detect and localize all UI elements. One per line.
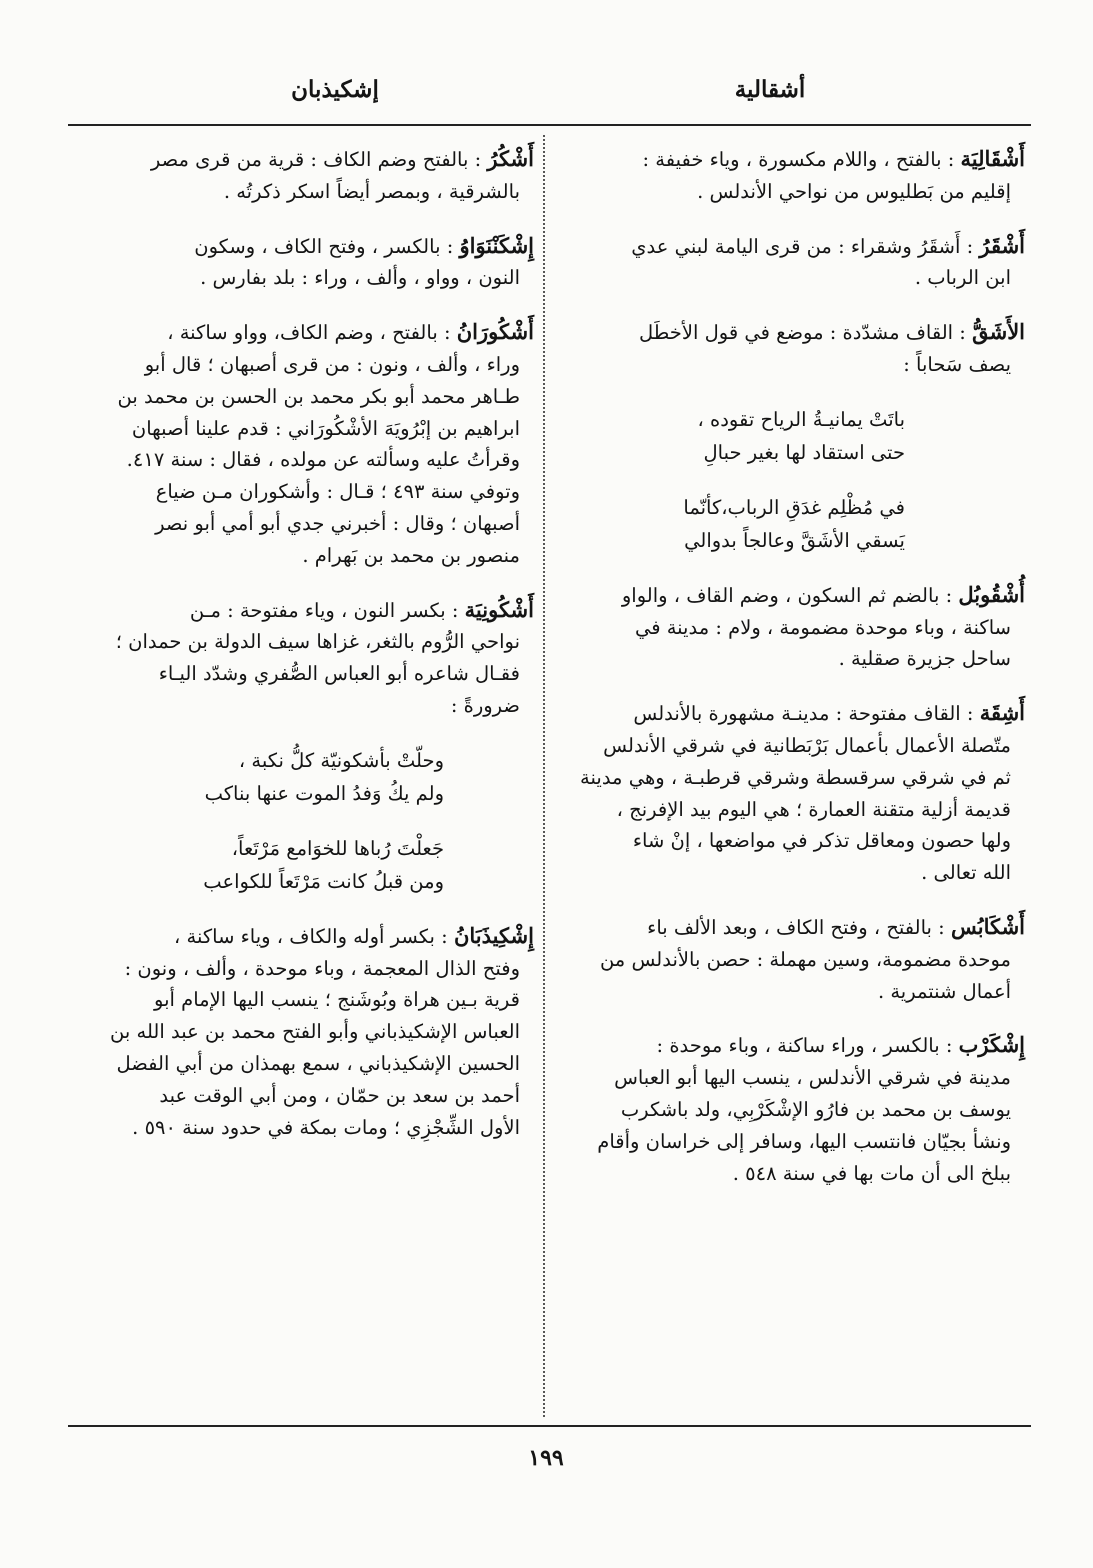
entry-text: ساحل جزيرة صقلية . (838, 647, 1011, 671)
entry-line (565, 730, 1025, 762)
entry-line (72, 690, 534, 722)
entry-text: الحسين الإشكيذباني ، سمع بهمذان من أبي الفضل (116, 1051, 520, 1075)
entry-line (565, 612, 1025, 644)
entry-line (72, 413, 534, 445)
entry-headword: الأَشَقُّ (972, 319, 1025, 345)
entry-text: ابراهيم بن إبْرُويَهَ الأشْكُورَاني : قدم علينا أصبهان (131, 416, 520, 440)
entry-line (565, 1094, 1025, 1126)
entry-first-line (565, 1029, 1025, 1062)
entry-line (565, 1126, 1025, 1158)
entry-headword: أَشْكُونِيَة (464, 596, 534, 622)
entry-text: وراء ، وألف ، ونون : من قرى أصبهان ؛ قال أبو (144, 352, 520, 376)
entry-line (565, 1062, 1025, 1094)
entry-text: متّصلة الأعمال بأعمال بَرْبَطانية في شرقي الأندلس (603, 733, 1011, 757)
entry-text: العباس الإشكيذباني وأبو الفتح محمد بن عبد الله بن (110, 1020, 520, 1044)
dictionary-entry (72, 230, 534, 295)
entry-text: قرية بـين هراة وبُوشَنج ؛ ينسب اليها الإمام أبو (154, 988, 520, 1012)
entry-text: : بالفتح وضم الكاف : قرية من قرى مصر (150, 148, 482, 171)
entry-text: الله تعالى . (921, 861, 1011, 885)
entry-line (72, 381, 534, 413)
entry-first-line (565, 143, 1025, 176)
entry-first-line (565, 316, 1025, 349)
entry-text: ونشأ بجيّان فانتسب اليها، وسافر إلى خراسان وأقام (597, 1129, 1011, 1153)
entry-first-line (565, 697, 1025, 730)
entry-text: الأول الشِّجْزِي ؛ ومات بمكة في حدود سنة ٥٩٠ . (132, 1115, 520, 1139)
verse-hemistich: ومن قبلُ كانت مَرْتَعاً للكواعب (203, 869, 444, 893)
entry-text: وقرأتُ عليه وسألته عن مولده ، فقال : سنة ٤١٧. (126, 448, 520, 472)
dictionary-entry (72, 143, 534, 208)
entry-first-line (72, 920, 534, 953)
right-column (565, 143, 1025, 1211)
top-rule (68, 124, 1031, 126)
dictionary-entry (72, 316, 534, 571)
entry-text: : بكسر النون ، وياء مفتوحة : مـن (189, 598, 459, 622)
entry-text: قديمة أزلية متقنة العمارة ؛ هي اليوم بيد الإفرنج ، (616, 797, 1011, 821)
verse-stanza (72, 744, 444, 810)
entry-headword: أَشْقَالِيَة (960, 146, 1025, 171)
entry-text: النون ، وواو ، وألف ، وراء : بلد بفارس . (200, 266, 520, 290)
entry-line (72, 540, 534, 572)
entry-text: طـاهر محمد أبو بكر محمد بن الحسن بن محمد بن (117, 384, 520, 408)
entry-text: إقليم من بَطليوس من نواحي الأندلس . (697, 179, 1011, 203)
entry-text: نواحي الرُّوم بالثغر، غزاها سيف الدولة بن حمدان ؛ (115, 630, 520, 654)
entry-headword: أَشْكُرُ (487, 146, 534, 171)
dictionary-entry (72, 594, 534, 722)
entry-line (565, 1158, 1025, 1190)
entry-line (565, 176, 1025, 208)
entry-headword: أُشْقُوبُل (958, 581, 1025, 607)
entry-text: ضرورةً : (450, 693, 520, 717)
verse-hemistich: ولم يكُ وَفدُ الموت عنها بناكب (204, 781, 444, 805)
entry-first-line (72, 594, 534, 627)
entry-text: : بالفتح ، وفتح الكاف ، وبعد الألف باء (647, 915, 945, 939)
page-number: ١٩٩ (528, 1445, 564, 1471)
dictionary-entry (565, 316, 1025, 381)
entry-first-line (565, 911, 1025, 944)
poetry-verse (72, 744, 534, 898)
verse-hemistich: باتَتْ يمانيـةُ الرياح تقوده ، (697, 407, 905, 431)
verse-hemistich: وحلّتْ بأشكونيّة كلُّ نكبة ، (238, 748, 444, 772)
entry-line (565, 643, 1025, 675)
running-head-left: إشكيذبان (291, 76, 379, 103)
entry-text: أصبهان ؛ وقال : أخبرني جدي أبو أمي أبو نصر (155, 511, 520, 535)
verse-hemistich: جَعلْتَ رُباها للخوَامع مَرْتَعاً، (231, 836, 444, 860)
entry-text: موحدة مضمومة، وسين مهملة : حصن بالأندلس من (599, 947, 1011, 971)
dictionary-entry (565, 579, 1025, 675)
entry-line (565, 976, 1025, 1008)
entry-text: : بالفتح ، وضم الكاف، وواو ساكنة ، (167, 321, 451, 345)
entry-headword: أَشْكَابُس (950, 913, 1025, 939)
entry-line (72, 1016, 534, 1048)
entry-line (72, 508, 534, 540)
entry-line (72, 1048, 534, 1080)
entry-line (72, 626, 534, 658)
entry-text: أحمد بن سعد بن حمّان ، ومن أبي الوقت عبد (159, 1083, 520, 1107)
verse-stanza (565, 403, 905, 469)
entry-line (72, 444, 534, 476)
entry-text: : القاف مشدّدة : موضع في قول الأخطَل (639, 321, 966, 345)
entry-line (72, 262, 534, 294)
entry-first-line (565, 579, 1025, 612)
entry-line (565, 349, 1025, 381)
entry-text: أعمال شنتمرية . (877, 979, 1011, 1003)
poetry-verse (565, 403, 1025, 557)
entry-first-line (72, 230, 534, 263)
entry-line (565, 762, 1025, 794)
entry-text: : بالكسر ، وفتح الكاف ، وسكون (194, 234, 454, 258)
entry-line (565, 262, 1025, 294)
entry-text: يصف سَحاباً : (903, 352, 1011, 376)
entry-line (72, 984, 534, 1016)
dictionary-entry (565, 911, 1025, 1007)
entry-line (72, 476, 534, 508)
entry-line (72, 658, 534, 690)
dictionary-entry (565, 697, 1025, 889)
entry-headword: أَشْكُورَانُ (456, 319, 534, 345)
entry-line (565, 944, 1025, 976)
entry-headword: إِشْكِيذَبَانُ (453, 922, 534, 948)
entry-line (72, 1112, 534, 1144)
entry-line (565, 857, 1025, 889)
entry-headword: إِشْكَرْب (958, 1032, 1025, 1058)
column-divider (543, 135, 545, 1417)
entry-text: يوسف بن محمد بن فارُو الإشْكَرْبِي، ولد باشكرب (620, 1097, 1011, 1121)
entry-text: : بكسر أوله والكاف ، وياء ساكنة ، (174, 924, 448, 948)
entry-headword: أَشِقَة (979, 700, 1025, 726)
entry-text: : أَشقَرُ وشقراء : من قرى اليامة لبني عدي (631, 234, 974, 258)
dictionary-entry (72, 920, 534, 1144)
entry-text: ساكنة ، وباء موحدة مضمومة ، ولام : مدينة في (634, 615, 1011, 639)
entry-first-line (72, 316, 534, 349)
entry-text: فقـال شاعره أبو العباس الصُّفري وشدّد اليـاء (158, 662, 520, 686)
page-header (0, 70, 1093, 120)
verse-hemistich: في مُظْلِم غدَقِ الرباب،كأنّما (683, 495, 905, 519)
entry-line (565, 825, 1025, 857)
entry-headword: إِشْكَنْنَوَاوُ (459, 232, 534, 258)
dictionary-entry (565, 143, 1025, 208)
running-head-right: أشقالية (734, 76, 806, 103)
verse-hemistich: حتى استقاد لها بغير حبالِ (703, 440, 905, 464)
verse-stanza (565, 491, 905, 557)
entry-line (565, 794, 1025, 826)
entry-text: ولها حصون ومعاقل تذكر في مواضعها ، إنْ شاء (632, 829, 1011, 853)
entry-text: وتوفي سنة ٤٩٣ ؛ قـال : وأشكوران مـن ضياع (155, 480, 520, 504)
entry-line (72, 349, 534, 381)
entry-first-line (565, 230, 1025, 263)
entry-text: وفتح الذال المعجمة ، وباء موحدة ، وألف ، ونون : (124, 956, 520, 980)
entry-line (72, 176, 534, 208)
left-column (72, 143, 534, 1165)
entry-line (72, 1080, 534, 1112)
entry-text: بالشرقية ، وبمصر أيضاً اسكر ذكرتُه . (223, 179, 520, 203)
entry-text: : بالفتح ، واللام مكسورة ، وياء خفيفة : (642, 148, 955, 171)
entry-text: ابن الرباب . (914, 266, 1011, 290)
entry-text: : بالكسر ، وراء ساكنة ، وباء موحدة : (656, 1034, 953, 1058)
entry-text: مدينة في شرقي الأندلس ، ينسب اليها أبو العباس (614, 1066, 1011, 1090)
bottom-rule (68, 1425, 1031, 1427)
verse-stanza (72, 832, 444, 898)
dictionary-entry (565, 1029, 1025, 1189)
verse-hemistich: يَسقي الأشَقَّ وعالجاً بدوالي (684, 528, 905, 552)
entry-text: : بالضم ثم السكون ، وضم القاف ، والواو (621, 583, 953, 607)
entry-text: ببلخ الى أن مات بها في سنة ٥٤٨ . (732, 1161, 1011, 1185)
dictionary-entry (565, 230, 1025, 295)
entry-text: : القاف مفتوحة : مدينـة مشهورة بالأندلس (633, 702, 974, 726)
entry-text: منصور بن محمد بن بَهرام . (302, 543, 520, 567)
entry-headword: أَشْقَرُ (979, 232, 1025, 258)
entry-line (72, 953, 534, 985)
entry-text: ثم في شرقي سرقسطة وشرقي قرطبـة ، وهي مدينة (580, 765, 1011, 789)
entry-first-line (72, 143, 534, 176)
